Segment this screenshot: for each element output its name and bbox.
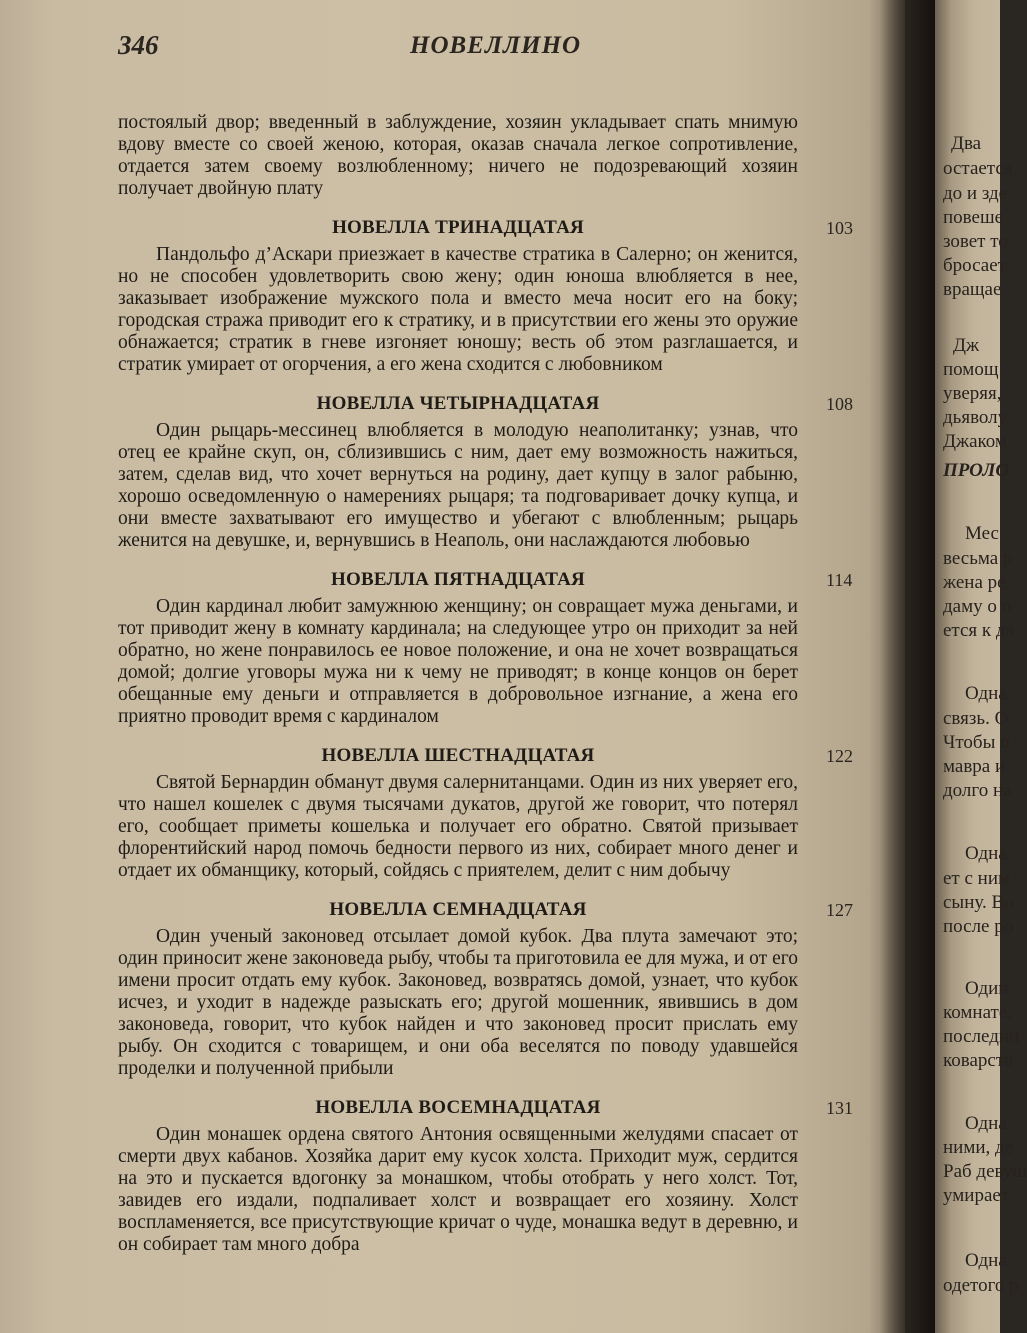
novella-page-number: 103 (826, 218, 853, 238)
next-page-edge (935, 0, 1027, 1333)
page-number: 346 (118, 30, 159, 60)
novella-heading: НОВЕЛЛА ВОСЕМНАДЦАТАЯ (315, 1097, 601, 1118)
next-page-fragment: Одна (965, 843, 1007, 864)
running-head (0, 28, 880, 68)
next-page-fragment: вращае (943, 279, 1002, 300)
book-title: НОВЕЛЛИНО (410, 32, 582, 59)
next-page-fragment: дьяволу (943, 407, 1008, 428)
next-page-fragment: долго на (943, 780, 1012, 801)
novella-16 (118, 744, 853, 882)
next-page-fragment: Один (965, 978, 1009, 999)
next-page-fragment: мавра и (943, 756, 1006, 777)
next-page-fragment: Одна (965, 683, 1007, 704)
novella-heading: НОВЕЛЛА ТРИНАДЦАТАЯ (332, 217, 584, 238)
novella-heading: НОВЕЛЛА ПЯТНАДЦАТАЯ (331, 569, 585, 590)
next-page-fragment: повеше (943, 207, 1004, 228)
novella-18 (118, 1096, 853, 1256)
next-page-fragment: ними, де (943, 1137, 1014, 1158)
next-page-fragment: коварств (943, 1050, 1014, 1071)
next-page-fragment: жена ре (943, 572, 1006, 593)
next-page-fragment: уверяя, (943, 383, 1002, 404)
novella-summary: Один рыцарь-мессинец влюбляется в молодую неаполитанку; узнав, что отец ее крайне скуп, он, сблизившись с ним, дает ему возможность нажиться, затем, сделав вид, что хочет вернуться на родину, дает купцу в залог рабыню, хорошо осведомленную о намерениях рыцаря; та подговаривает дочку купца, и они вместе захватывают его имущество и убегают с влюбленным; рыцарь женится на девушке, и, вернувшись в Неаполь, они наслаждаются любовью (118, 420, 798, 551)
next-page-fragment: зовет то (943, 231, 1008, 252)
intro-paragraph: постоялый двор; введенный в заблуждение, хозяин укладывает спать мнимую вдову вместе со своей женою, которая, оказав сначала легкое сопротивление, отдается затем своему возлюбленному; ничего не подозревающий хозяин получает двойную плату (118, 112, 798, 199)
book-gutter (880, 0, 935, 1333)
next-page-fragment: ПРОЛО (943, 460, 1010, 481)
next-page-fragment: помощ (943, 359, 999, 380)
novella-14 (118, 392, 853, 552)
novella-page-number: 131 (826, 1098, 853, 1118)
next-page-fragment: Джаком (943, 431, 1007, 452)
next-page-fragment: умирает (943, 1185, 1010, 1206)
next-page-fragment: сыну. Во (943, 892, 1014, 913)
next-page-fragment: связь. О (943, 708, 1009, 729)
next-page-fragment: до и зде (943, 183, 1008, 204)
novella-summary: Святой Бернардин обманут двумя салернитанцами. Один из них уверяет его, что нашел кошелек с двумя тысячами дукатов, другой же говорит, что потерял его, сообщает приметы кошелька и получает его обратно. Святой призывает флорентийский народ помочь бедности первого из них, собирает много денег и отдает их обманщику, который, сойдясь с приятелем, делит с ним добычу (118, 772, 798, 881)
next-page-fragment: одетого р (943, 1275, 1019, 1296)
next-page-fragment: даму о п (943, 596, 1012, 617)
next-page-fragment: остается (943, 158, 1013, 179)
next-page-fragment: бросает (943, 255, 1006, 276)
next-page-fragment: Два (951, 133, 982, 154)
next-page-fragment: Раб девуш (943, 1161, 1027, 1182)
next-page-fragment: Дж (953, 335, 980, 356)
next-page-fragment: ется к да (943, 620, 1014, 641)
novella-heading: НОВЕЛЛА СЕМНАДЦАТАЯ (329, 899, 587, 920)
novella-page-number: 127 (826, 900, 853, 920)
next-page-fragment: комнате; (943, 1002, 1013, 1023)
novella-summary: Один монашек ордена святого Антония освященными желудями спасает от смерти двух кабанов. Хозяйка дарит ему кусок холста. Приходит муж, сердится на это и пускается вдогонку за монашком, чтобы отобрать у него холст. Тот, завидев его издали, подпаливает холст и возвращает его хозяину. Холст воспламеняется, все присутствующие кричат о чуде, монашка ведут в деревню, и он собирает там много добра (118, 1124, 798, 1255)
novella-heading: НОВЕЛЛА ШЕСТНАДЦАТАЯ (321, 745, 595, 766)
novella-17 (118, 898, 853, 1080)
novella-13 (118, 216, 853, 376)
novella-page-number: 122 (826, 746, 853, 766)
novella-heading: НОВЕЛЛА ЧЕТЫРНАДЦАТАЯ (316, 393, 600, 414)
novella-page-number: 108 (826, 394, 853, 414)
novella-15 (118, 568, 853, 728)
next-page-fragment: весьма р (943, 548, 1013, 569)
novella-summary: Один кардинал любит замужнюю женщину; он совращает мужа деньгами, и тот приводит жену в комнату кардинала; на следующее утро он приходит за ней обратно, но жене понравилось ее новое положение, и она не хочет возвращаться домой; долгие уговоры мужа ни к чему не приводят; в конце концов он берет обещанные ему деньги и отправляется в добровольное изгнание, а жена его приятно проводит время с кардиналом (118, 596, 798, 727)
next-page-fragment: последни (943, 1026, 1020, 1047)
next-page-fragment: Одна (965, 1250, 1007, 1271)
next-page-fragment: после ро (943, 916, 1014, 937)
next-page-fragment: Одна (965, 1113, 1007, 1134)
novella-page-number: 114 (826, 570, 853, 590)
novella-summary: Пандольфо д’Аскари приезжает в качестве стратика в Салерно; он женится, но не способен удовлетворить свою жену; один юноша влюбляется в нее, заказывает изображение мужского пола и вместо меча носит его на боку; городская стража приводит его к стратику, и в присутствии его жены это оружие обнажается; стратик в гневе изгоняет юношу; весть об этом разглашается, и стратик умирает от огорчения, а его жена сходится с любовником (118, 244, 798, 375)
page-content (118, 112, 853, 1272)
next-page-fragment: ет с ним (943, 868, 1011, 889)
next-page-fragment: Мес (965, 523, 999, 544)
novella-summary: Один ученый законовед отсылает домой кубок. Два плута замечают это; один приносит жене законоведа рыбу, чтобы та приготовила ее для мужа, и от его имени просит отдать ему кубок. Законовед, возвратясь домой, узнает, что кубок исчез, и уходит в надежде разыскать его; другой мошенник, явившись в дом законоведа, говорит, что кубок найден и что законовед просит прислать ему рыбу. Он сходится с товарищем, и они оба веселятся по поводу удавшейся проделки и полученной прибыли (118, 926, 798, 1079)
next-page-fragment: Чтобы о (943, 732, 1010, 753)
